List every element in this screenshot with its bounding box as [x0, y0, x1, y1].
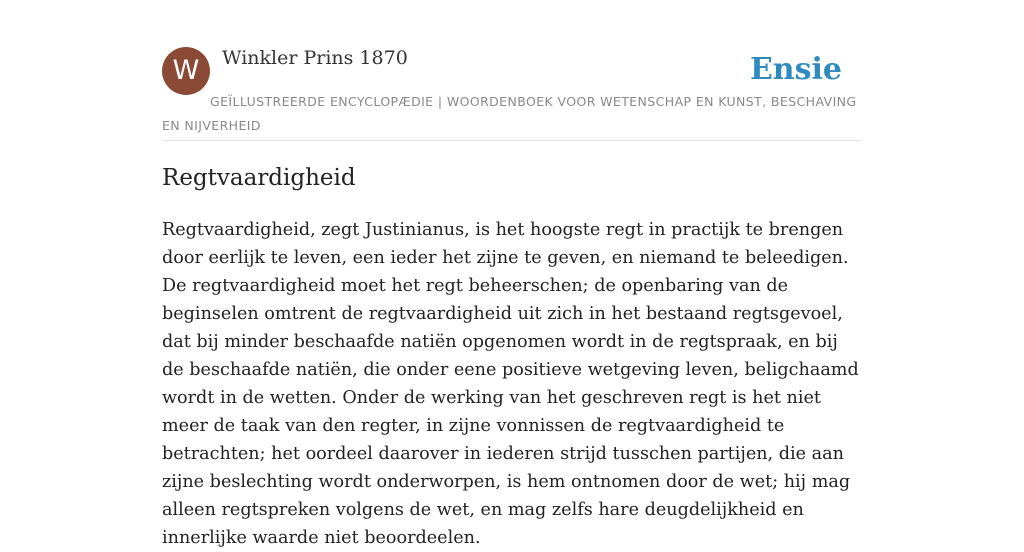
article-title: Regtvaardigheid [162, 165, 356, 191]
source-header [162, 46, 862, 141]
source-title-link[interactable]: Winkler Prins 1870 [222, 47, 408, 69]
source-avatar[interactable]: W [162, 47, 210, 95]
ensie-logo[interactable]: Ensie [749, 52, 842, 87]
article-body: Regtvaardigheid, zegt Justinianus, is het hoogste regt in practijk te brengen door eerlijk te leven, een ieder het zijne te geven, en niemand te beleedigen. De regtvaardigheid moet het regt beheerschen; de openbaring van de beginselen omtrent de regtvaardigheid uit zich in het bestaand regtsgevoel, dat bij minder beschaafde natiën opgenomen wordt in de regtspraak, en bij de beschaafde natiën, die onder eene positieve wetgeving leven, beligchaamd wordt in de wetten. Onder de werking van het geschreven regt is het niet meer de taak van den regter, in zijne vonnissen de regtvaardigheid te betrachten; het oordeel daarover in iederen strijd tusschen partijen, die aan zijne beslechting wordt onderworpen, is hem ontnomen door de wet; hij mag alleen regtspreken volgens de wet, en mag zelfs hare deugdelijkheid en innerlijke waarde niet beoordeelen. [162, 220, 859, 548]
source-subtitle: GEÏLLUSTREERDE ENCYCLOPÆDIE | WOORDENBOEK VOOR WETENSCHAP EN KUNST, BESCHAVING EN NIJVERHEID [162, 94, 857, 133]
